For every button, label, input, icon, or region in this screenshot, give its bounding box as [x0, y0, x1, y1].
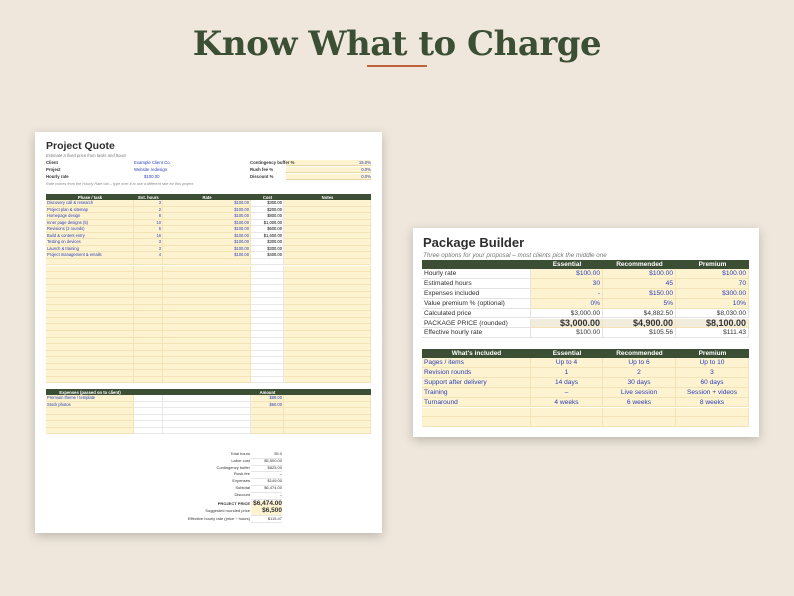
phase-cost-cell: $1,600.00: [251, 233, 284, 240]
rate-note: Rate comes from the Hourly Rate tab – type over it to use a different rate for this project: [46, 182, 194, 186]
notes-col-header: Notes: [321, 194, 334, 200]
table-row: [46, 357, 371, 364]
client-label: Client: [46, 160, 58, 165]
pricing-value-cell: $8,030.00: [676, 309, 749, 319]
included-value-cell[interactable]: 30 days: [603, 378, 676, 388]
phase-notes-cell[interactable]: [284, 377, 371, 384]
effective-rate-row: [35, 516, 382, 523]
phase-hours-cell[interactable]: [134, 324, 163, 331]
included-premium-header: Premium: [698, 350, 727, 357]
phase-cost-cell: [251, 357, 284, 364]
summary-value: $149.00: [251, 478, 282, 486]
included-row-label[interactable]: Training: [422, 388, 531, 398]
included-row: [422, 408, 749, 418]
summary-label: Subtotal: [235, 485, 250, 490]
phase-col-header: Phase / task: [77, 194, 103, 200]
pricing-row-label: Value premium % (optional): [422, 299, 531, 309]
phase-hours-cell[interactable]: [134, 357, 163, 364]
included-row: [422, 417, 749, 427]
pricing-row: [422, 289, 749, 299]
expense-spacer-cell: [163, 421, 251, 428]
quote-subtitle: Estimate a fixed price from tasks and hours: [46, 153, 127, 158]
phase-hours-cell[interactable]: 6: [134, 226, 163, 233]
phase-rate-cell[interactable]: [163, 259, 251, 266]
phase-hours-cell[interactable]: 3: [134, 239, 163, 246]
included-value-cell[interactable]: –: [531, 388, 603, 398]
pricing-row-label: Calculated price: [422, 309, 531, 319]
pricing-value-cell: $3,000.00: [531, 309, 603, 319]
included-row-label[interactable]: Turnaround: [422, 398, 531, 408]
phase-hours-cell[interactable]: 4: [134, 252, 163, 259]
summary-row: [35, 485, 382, 492]
phase-hours-cell[interactable]: 10: [134, 220, 163, 227]
phase-task-cell[interactable]: Project management & emails: [46, 252, 134, 259]
expenses-col-header: Expenses (passed on to client): [59, 389, 121, 395]
pricing-value-cell[interactable]: -: [531, 289, 603, 299]
expense-notes-cell[interactable]: [284, 421, 371, 428]
phase-rate-cell[interactable]: $100.00: [163, 200, 251, 207]
hourly-label: Hourly rate: [46, 174, 69, 179]
phase-cost-cell: $800.00: [251, 213, 284, 220]
hours-col-header: Est. hours: [138, 194, 159, 200]
package-subtitle: Three options for your proposal – most clients pick the middle one: [423, 252, 607, 259]
summary-label: Discount: [234, 491, 250, 497]
phase-notes-cell[interactable]: [284, 226, 371, 233]
client-value[interactable]: Example Client Co.: [134, 160, 171, 165]
cost-col-header: Cost: [262, 194, 273, 200]
phase-hours-cell[interactable]: [134, 259, 163, 266]
phase-task-cell[interactable]: [46, 259, 134, 266]
pricing-header: [422, 260, 749, 269]
contingency-label: Contingency buffer %: [250, 160, 295, 165]
included-row-label[interactable]: Pages / items: [422, 358, 531, 368]
headline-underline: [367, 65, 427, 67]
rush-label: Rush fee %: [250, 167, 274, 172]
quote-modifiers: [250, 159, 372, 181]
phase-cost-cell: [251, 324, 284, 331]
table-row: [46, 428, 371, 435]
phase-rate-cell[interactable]: $100.00: [163, 207, 251, 214]
phase-rate-cell[interactable]: $100.00: [163, 226, 251, 233]
included-row: [422, 398, 749, 408]
phase-notes-cell[interactable]: [284, 259, 371, 266]
rounded-price-value: $6,500: [251, 508, 282, 516]
effective-rate-label: Effective hourly rate (price ÷ hours): [187, 515, 250, 521]
included-value-cell[interactable]: [603, 408, 676, 418]
phase-task-cell[interactable]: Build & content entry: [46, 233, 134, 240]
included-value-cell[interactable]: [676, 408, 749, 418]
pricing-row: [422, 319, 749, 329]
included-value-cell[interactable]: [531, 417, 603, 427]
included-row-label[interactable]: [422, 408, 531, 418]
headline: Know What to Charge: [192, 24, 602, 64]
summary-label: Contingency buffer: [216, 464, 250, 470]
pricing-value-cell: $4,882.50: [603, 309, 676, 319]
included-row-label[interactable]: [422, 417, 531, 427]
table-row: [46, 292, 371, 299]
project-quote-sheet: [35, 132, 382, 533]
pricing-row-label: Hourly rate: [422, 269, 531, 279]
pricing-value-cell: $111.43: [676, 328, 749, 338]
rounded-price-label: Suggested rounded price: [205, 508, 250, 513]
summary-value: –: [251, 471, 282, 479]
project-price-value: $6,474.00: [251, 501, 282, 509]
contingency-value[interactable]: 15.0%: [358, 160, 371, 165]
summary-label: Expenses: [232, 478, 250, 484]
expense-amount-cell[interactable]: $89.00: [251, 395, 284, 402]
expense-item-cell[interactable]: Premium theme / template: [46, 395, 134, 402]
phase-task-cell[interactable]: [46, 377, 134, 384]
pricing-value-cell[interactable]: $100.00: [531, 269, 603, 279]
expense-item-cell[interactable]: [46, 421, 134, 428]
phase-cost-cell: [251, 292, 284, 299]
included-value-cell[interactable]: 3: [676, 368, 749, 378]
pricing-value-cell[interactable]: 10%: [676, 299, 749, 309]
included-value-cell[interactable]: 60 days: [676, 378, 749, 388]
rush-value[interactable]: 0.0%: [361, 167, 371, 172]
phase-notes-cell[interactable]: [284, 292, 371, 299]
expense-notes-cell[interactable]: [284, 428, 371, 435]
phase-notes-cell[interactable]: [284, 357, 371, 364]
phase-task-cell[interactable]: Inner page designs (5): [46, 220, 134, 227]
included-value-cell[interactable]: [603, 417, 676, 427]
phase-hours-cell[interactable]: 8: [134, 213, 163, 220]
expense-amount-cell[interactable]: [251, 421, 284, 428]
pricing-value-cell: $100.00: [531, 328, 603, 338]
expense-spacer-cell: [134, 428, 163, 435]
phase-rate-cell[interactable]: [163, 357, 251, 364]
table-row: [46, 259, 371, 266]
phase-cost-cell: $200.00: [251, 207, 284, 214]
table-row: [46, 226, 371, 233]
included-row: [422, 378, 749, 388]
pricing-value-cell[interactable]: $100.00: [676, 269, 749, 279]
tier-recommended-header: Recommended: [616, 261, 663, 268]
included-value-cell[interactable]: 6 weeks: [603, 398, 676, 408]
included-value-cell[interactable]: 8 weeks: [676, 398, 749, 408]
included-header: [422, 349, 749, 358]
tier-premium-header: Premium: [698, 261, 727, 268]
pricing-row: [422, 328, 749, 338]
phase-rate-cell[interactable]: $100.00: [163, 252, 251, 259]
pricing-value-cell[interactable]: 0%: [531, 299, 603, 309]
summary-value: $825.00: [251, 465, 282, 473]
project-price-label: PROJECT PRICE: [217, 501, 250, 506]
phase-rate-cell[interactable]: [163, 377, 251, 384]
expense-item-cell[interactable]: Stock photos: [46, 402, 134, 409]
table-row: [46, 324, 371, 331]
pricing-value-cell[interactable]: 5%: [603, 299, 676, 309]
phase-task-cell[interactable]: [46, 324, 134, 331]
included-value-cell[interactable]: Live session: [603, 388, 676, 398]
pricing-row: [422, 279, 749, 289]
summary-value: $5,500.00: [251, 458, 282, 466]
pricing-value-cell[interactable]: $150.00: [603, 289, 676, 299]
pricing-value-cell: $3,000.00: [531, 319, 603, 329]
tier-essential-header: Essential: [552, 261, 582, 268]
pricing-value-cell: $8,100.00: [676, 319, 749, 329]
phase-rate-cell[interactable]: $100.00: [163, 239, 251, 246]
phase-rate-cell[interactable]: $100.00: [163, 233, 251, 240]
phase-hours-cell[interactable]: 16: [134, 233, 163, 240]
phase-hours-cell[interactable]: [134, 292, 163, 299]
included-essential-header: Essential: [552, 350, 582, 357]
effective-rate-value: $115.47: [251, 516, 282, 524]
phase-cost-cell: $300.00: [251, 246, 284, 253]
phase-rate-cell[interactable]: $100.00: [163, 220, 251, 227]
pricing-row-label: Effective hourly rate: [422, 328, 531, 338]
phase-cost-cell: [251, 259, 284, 266]
summary-row: [35, 471, 382, 478]
phase-task-cell[interactable]: [46, 357, 134, 364]
included-recommended-header: Recommended: [616, 350, 663, 357]
pricing-row-label: PACKAGE PRICE (rounded): [422, 319, 531, 329]
included-value-cell[interactable]: Up to 10: [676, 358, 749, 368]
summary-row: [35, 451, 382, 458]
pricing-row-label: Estimated hours: [422, 279, 531, 289]
quote-client-info: [46, 159, 196, 181]
included-row-label[interactable]: Support after delivery: [422, 378, 531, 388]
included-value-cell[interactable]: [531, 408, 603, 418]
included-row-label[interactable]: Revision rounds: [422, 368, 531, 378]
package-title: Package Builder: [423, 235, 525, 250]
pricing-row: [422, 269, 749, 279]
pricing-value-cell[interactable]: 30: [531, 279, 603, 289]
pricing-value-cell[interactable]: 70: [676, 279, 749, 289]
phase-rate-cell[interactable]: $100.00: [163, 213, 251, 220]
phase-cost-cell: $300.00: [251, 200, 284, 207]
phase-hours-cell[interactable]: 3: [134, 246, 163, 253]
phase-task-cell[interactable]: Project plan & sitemap: [46, 207, 134, 214]
amount-col-header: Amount: [259, 389, 276, 395]
phase-task-cell[interactable]: Revisions (2 rounds): [46, 226, 134, 233]
expense-item-cell[interactable]: [46, 428, 134, 435]
table-row: [46, 377, 371, 384]
phase-hours-cell[interactable]: [134, 377, 163, 384]
summary-value: –: [251, 492, 282, 500]
included-row: [422, 358, 749, 368]
phase-task-cell[interactable]: Homepage design: [46, 213, 134, 220]
phase-rate-cell[interactable]: $100.00: [163, 246, 251, 253]
summary-row: [35, 478, 382, 485]
phase-task-cell[interactable]: Discovery call & research: [46, 200, 134, 207]
pricing-row: [422, 309, 749, 319]
pricing-value-cell: $105.56: [603, 328, 676, 338]
discount-label: Discount %: [250, 174, 274, 179]
table-row: [46, 421, 371, 428]
summary-label: Labor cost: [231, 457, 250, 463]
summary-value: $6,474.00: [251, 485, 282, 493]
phase-notes-cell[interactable]: [284, 324, 371, 331]
project-label: Project: [46, 167, 61, 172]
pricing-row: [422, 299, 749, 309]
package-builder-sheet: [413, 228, 759, 437]
included-row: [422, 388, 749, 398]
included-row: [422, 368, 749, 378]
included-value-cell[interactable]: Up to 4: [531, 358, 603, 368]
included-value-cell[interactable]: 14 days: [531, 378, 603, 388]
included-col-header: What's included: [451, 350, 502, 357]
phase-hours-cell[interactable]: 3: [134, 200, 163, 207]
phase-cost-cell: $1,000.00: [251, 220, 284, 227]
rounded-price-row: [35, 508, 382, 515]
pricing-value-cell: $4,900.00: [603, 319, 676, 329]
pricing-row-label: Expenses included: [422, 289, 531, 299]
summary-label: Rush fee: [233, 471, 250, 477]
phase-cost-cell: $600.00: [251, 226, 284, 233]
summary-label: Total hours: [230, 451, 250, 456]
project-price-row: [35, 501, 382, 508]
included-value-cell[interactable]: Session + videos: [676, 388, 749, 398]
phase-rate-cell[interactable]: [163, 324, 251, 331]
pricing-value-cell[interactable]: $100.00: [603, 269, 676, 279]
phase-task-cell[interactable]: [46, 292, 134, 299]
summary-value: 55.0: [251, 451, 282, 459]
summary-row: [35, 458, 382, 465]
included-value-cell[interactable]: [676, 417, 749, 427]
expense-spacer-cell: [163, 428, 251, 435]
included-value-cell[interactable]: 4 weeks: [531, 398, 603, 408]
expense-spacer-cell: [134, 421, 163, 428]
project-value[interactable]: Website redesign: [134, 167, 168, 172]
summary-row: [35, 465, 382, 472]
pricing-value-cell[interactable]: 45: [603, 279, 676, 289]
hourly-value[interactable]: $100.00: [144, 174, 160, 179]
expense-amount-cell[interactable]: $60.00: [251, 402, 284, 409]
phase-task-cell[interactable]: Testing on devices: [46, 239, 134, 246]
phase-task-cell[interactable]: Launch & training: [46, 246, 134, 253]
phase-hours-cell[interactable]: 2: [134, 207, 163, 214]
summary-row: [35, 492, 382, 499]
included-value-cell[interactable]: 1: [531, 368, 603, 378]
phase-cost-cell: $400.00: [251, 252, 284, 259]
included-value-cell[interactable]: Up to 6: [603, 358, 676, 368]
phase-rate-cell[interactable]: [163, 292, 251, 299]
quote-title: Project Quote: [46, 140, 115, 152]
rate-col-header: Rate: [202, 194, 212, 200]
pricing-value-cell[interactable]: $300.00: [676, 289, 749, 299]
included-value-cell[interactable]: 2: [603, 368, 676, 378]
phase-cost-cell: [251, 377, 284, 384]
phase-cost-cell: $300.00: [251, 239, 284, 246]
discount-value[interactable]: 0.0%: [361, 174, 371, 179]
expense-amount-cell[interactable]: [251, 428, 284, 435]
